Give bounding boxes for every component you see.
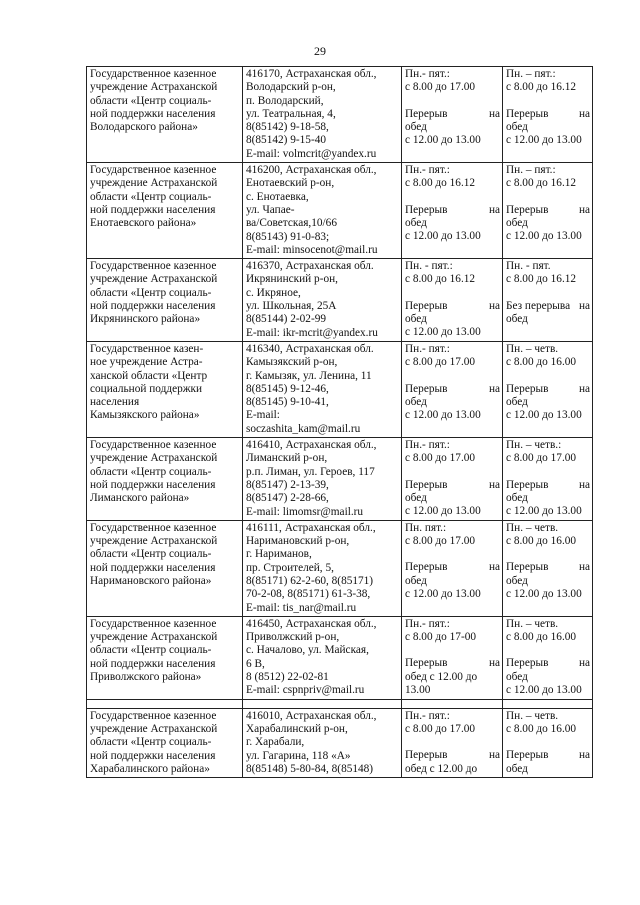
org-line: области «Центр социаль- — [90, 736, 212, 749]
hours-cell — [402, 341, 503, 437]
address-line: ул. Театральная, 4, — [246, 107, 336, 120]
hours-days: Пн. – четв. — [506, 521, 559, 534]
hours-alt-cell — [503, 438, 593, 521]
hours-alt-cell — [503, 163, 593, 259]
address-line: Приволжский р-он, — [246, 631, 340, 644]
address-line: 8 (8512) 22-02-81 — [246, 671, 329, 684]
spacer — [405, 95, 500, 108]
org-line: Наримановского района» — [90, 574, 212, 587]
lunch-on: на — [578, 561, 590, 574]
lunch-on: на — [578, 299, 590, 312]
org-cell — [87, 708, 243, 777]
org-cell — [87, 67, 243, 163]
lunch-time: с 12.00 до 13.00 — [506, 587, 582, 600]
lunch-time: 13.00 — [405, 684, 431, 697]
lunch-row — [405, 479, 500, 492]
hours-time: с 8.00 до 17-00 — [405, 631, 477, 644]
lunch-time: с 12.00 до 13.00 — [405, 505, 481, 518]
lunch-word: Перерыв — [506, 561, 549, 574]
org-line: ной поддержки населения — [90, 657, 216, 670]
lunch-row — [506, 204, 590, 217]
spacer — [506, 736, 590, 749]
hours-cell — [402, 67, 503, 163]
hours-cell — [402, 708, 503, 777]
hours-alt-cell — [503, 341, 593, 437]
spacer — [506, 370, 590, 383]
org-line: ной поддержки населения — [90, 478, 216, 491]
lunch-row — [405, 749, 500, 762]
org-line: Икрянинского района» — [90, 313, 201, 326]
hours-time: с 8.00 до 17.00 — [405, 452, 476, 465]
org-line: области «Центр социаль- — [90, 94, 212, 107]
lunch-word: Без перерыва — [506, 299, 571, 312]
spacer — [506, 548, 590, 561]
lunch-on: на — [488, 299, 500, 312]
address-line: 416170, Астраханская обл., — [246, 68, 377, 80]
address-line: Икрянинский р-он, — [246, 273, 338, 286]
spacer — [405, 466, 500, 479]
lunch-time: с 12.00 до 13.00 — [405, 326, 481, 339]
address-line: г. Нариманов, — [246, 548, 312, 561]
table-row — [87, 438, 593, 521]
hours-alt-cell — [503, 67, 593, 163]
hours-days: Пн.- пят.: — [405, 439, 450, 452]
org-line: ной поддержки населения — [90, 203, 216, 216]
address-line: Лиманский р-он, — [246, 452, 328, 465]
spacer — [405, 370, 500, 383]
address-line: 8(85145) 9-10-41, — [246, 396, 329, 409]
hours-days: Пн.- пят.: — [405, 164, 450, 177]
org-line: ной поддержки населения — [90, 561, 216, 574]
gap-cell — [402, 699, 503, 708]
address-line: 8(85144) 2-02-99 — [246, 313, 327, 326]
lunch-label: обед — [506, 120, 528, 133]
hours-time: с 8.00 до 16.12 — [506, 81, 577, 94]
org-line: ное учреждение Астра- — [90, 356, 203, 369]
org-line: социальной поддержки — [90, 382, 203, 395]
address-line: 8(85143) 91-0-83; — [246, 230, 330, 243]
address-line: ул. Чапае- — [246, 203, 295, 216]
lunch-row — [506, 657, 590, 670]
address-line: 8(85171) 62-2-60, 8(85171) — [246, 574, 374, 587]
hours-cell — [402, 616, 503, 699]
hours-days: Пн.- пят.: — [405, 617, 450, 630]
hours-time: с 8.00 до 17.00 — [405, 356, 476, 369]
table-row — [87, 708, 593, 777]
spacer — [506, 191, 590, 204]
hours-time: с 8.00 до 16.12 — [405, 177, 476, 190]
hours-time: с 8.00 до 16.12 — [506, 177, 577, 190]
hours-time: с 8.00 до 17.00 — [506, 452, 577, 465]
lunch-word: Перерыв — [405, 561, 448, 574]
org-line: ханской области «Центр — [90, 369, 208, 382]
lunch-word: Перерыв — [506, 382, 549, 395]
org-cell — [87, 520, 243, 616]
org-line: Енотаевского района» — [90, 217, 197, 230]
hours-days: Пн. – четв. — [506, 617, 559, 630]
lunch-on: на — [578, 107, 590, 120]
hours-cell — [402, 438, 503, 521]
address-line: 8(85145) 9-12-46, — [246, 382, 329, 395]
hours-alt-cell — [503, 520, 593, 616]
lunch-label: обед — [506, 313, 528, 326]
lunch-word: Перерыв — [506, 478, 549, 491]
lunch-row — [506, 383, 590, 396]
hours-days: Пн. – четв. — [506, 342, 559, 355]
hours-time: с 8.00 до 17.00 — [405, 722, 476, 735]
org-line: Лиманского района» — [90, 492, 190, 505]
address-line: 8(85142) 9-18-58, — [246, 121, 329, 134]
table-row — [87, 67, 593, 163]
address-line: E-mail: minsocenot@mail.ru — [246, 243, 378, 256]
org-line: ной поддержки населения — [90, 300, 216, 313]
hours-time: с 8.00 до 16.00 — [506, 631, 577, 644]
org-line: области «Центр социаль- — [90, 548, 212, 561]
lunch-word: Перерыв — [405, 657, 448, 670]
table-row — [87, 616, 593, 699]
gap-cell — [87, 699, 243, 708]
lunch-on: на — [578, 657, 590, 670]
org-line: Государственное казенное — [90, 439, 217, 452]
lunch-on: на — [488, 478, 500, 491]
hours-time: с 8.00 до 16.00 — [506, 722, 577, 735]
hours-time: с 8.00 до 17.00 — [405, 535, 476, 548]
lunch-on: на — [488, 561, 500, 574]
org-line: учреждение Астраханской — [90, 81, 218, 94]
org-line: Камызякского района» — [90, 409, 200, 422]
hours-days: Пн. – четв.: — [506, 439, 562, 452]
address-line: пр. Строителей, 5, — [246, 561, 334, 574]
lunch-time: с 12.00 до 13.00 — [405, 134, 481, 147]
lunch-on: на — [578, 478, 590, 491]
spacer — [405, 191, 500, 204]
spacer — [506, 466, 590, 479]
org-line: учреждение Астраханской — [90, 452, 218, 465]
hours-days: Пн. пят.: — [405, 521, 447, 534]
spacer — [405, 548, 500, 561]
org-line: учреждение Астраханской — [90, 177, 218, 190]
address-line: с. Енотаевка, — [246, 190, 309, 203]
address-line: 416010, Астраханская обл., — [246, 709, 377, 722]
lunch-row — [405, 300, 500, 313]
org-line: Государственное казенное — [90, 260, 217, 273]
address-line: Камызякский р-он, — [246, 356, 338, 369]
lunch-on: на — [488, 203, 500, 216]
org-line: населения — [90, 396, 140, 409]
org-line: Государственное казенное — [90, 709, 217, 722]
address-line: 8(85147) 2-28-66, — [246, 492, 329, 505]
hours-time: с 8.00 до 16.00 — [506, 356, 577, 369]
lunch-on: на — [578, 382, 590, 395]
hours-time: с 8.00 до 16.00 — [506, 535, 577, 548]
spacer — [405, 287, 500, 300]
hours-time: с 8.00 до 16.12 — [506, 273, 577, 286]
lunch-label: обед — [405, 491, 427, 504]
lunch-on: на — [488, 382, 500, 395]
address-line: soczashita_kam@mail.ru — [246, 422, 361, 435]
hours-cell — [402, 259, 503, 342]
row-gap — [87, 699, 593, 708]
address-line: 8(85147) 2-13-39, — [246, 478, 329, 491]
address-line: Харабалинский р-он, — [246, 722, 348, 735]
lunch-word: Перерыв — [506, 749, 549, 762]
org-line: Володарского района» — [90, 121, 198, 134]
lunch-row — [405, 383, 500, 396]
lunch-label: обед с 12.00 до — [405, 762, 478, 775]
org-line: области «Центр социаль- — [90, 190, 212, 203]
lunch-row — [405, 561, 500, 574]
address-cell — [243, 341, 402, 437]
hours-alt-cell — [503, 259, 593, 342]
org-cell — [87, 438, 243, 521]
lunch-row — [506, 749, 590, 762]
org-line: ной поддержки населения — [90, 107, 216, 120]
lunch-label: обед с 12.00 до — [405, 670, 478, 683]
lunch-label: обед — [405, 120, 427, 133]
org-line: области «Центр социаль- — [90, 644, 212, 657]
lunch-time: с 12.00 до 13.00 — [405, 230, 481, 243]
hours-time: с 8.00 до 16.12 — [405, 273, 476, 286]
org-line: учреждение Астраханской — [90, 722, 218, 735]
address-line: E-mail: ikr-mcrit@yandex.ru — [246, 326, 378, 339]
table-row — [87, 341, 593, 437]
org-line: области «Центр социаль- — [90, 465, 212, 478]
hours-days: Пн. – пят.: — [506, 68, 556, 80]
address-line: ул. Школьная, 25А — [246, 300, 337, 313]
lunch-word: Перерыв — [405, 478, 448, 491]
org-line: учреждение Астраханской — [90, 535, 218, 548]
org-line: ной поддержки населения — [90, 749, 216, 762]
address-line: 416200, Астраханская обл., — [246, 164, 377, 177]
address-cell — [243, 438, 402, 521]
org-line: области «Центр социаль- — [90, 286, 212, 299]
hours-alt-cell — [503, 708, 593, 777]
address-cell — [243, 616, 402, 699]
address-cell — [243, 520, 402, 616]
lunch-row — [405, 108, 500, 121]
lunch-label: обед — [506, 762, 528, 775]
lunch-label: обед — [506, 670, 528, 683]
address-line: с. Началово, ул. Майская, — [246, 644, 369, 657]
address-line: 70-2-08, 8(85171) 61-3-38, — [246, 588, 371, 601]
org-line: учреждение Астраханской — [90, 273, 218, 286]
lunch-word: Перерыв — [506, 657, 549, 670]
lunch-word: Перерыв — [506, 107, 549, 120]
spacer — [405, 736, 500, 749]
address-line: 6 В, — [246, 657, 265, 670]
org-line: Государственное казен- — [90, 342, 204, 355]
social-centers-table — [86, 66, 593, 778]
lunch-label: обед — [506, 574, 528, 587]
address-line: E-mail: cspnpriv@mail.ru — [246, 684, 365, 697]
hours-days: Пн. - пят.: — [405, 260, 453, 273]
spacer — [506, 287, 590, 300]
lunch-label: обед — [405, 395, 427, 408]
address-line: 416410, Астраханская обл., — [246, 439, 377, 452]
address-line: Енотаевский р-он, — [246, 177, 335, 190]
lunch-time: с 12.00 до 13.00 — [506, 409, 582, 422]
lunch-time: с 12.00 до 13.00 — [506, 230, 582, 243]
table-body — [87, 67, 593, 778]
lunch-row — [405, 204, 500, 217]
lunch-label: обед — [405, 574, 427, 587]
lunch-time: с 12.00 до 13.00 — [405, 587, 481, 600]
hours-days: Пн. – пят.: — [506, 164, 556, 177]
lunch-time: с 12.00 до 13.00 — [405, 409, 481, 422]
lunch-time: с 12.00 до 13.00 — [506, 134, 582, 147]
address-cell — [243, 163, 402, 259]
hours-days: Пн.- пят.: — [405, 68, 450, 80]
lunch-on: на — [488, 107, 500, 120]
org-cell — [87, 259, 243, 342]
address-line: ва/Советская,10/66 — [246, 217, 337, 230]
lunch-word: Перерыв — [405, 107, 448, 120]
table-row — [87, 163, 593, 259]
org-line: учреждение Астраханской — [90, 631, 218, 644]
hours-alt-cell — [503, 616, 593, 699]
address-line: E-mail: volmcrit@yandex.ru — [246, 147, 377, 160]
lunch-row — [506, 479, 590, 492]
lunch-word: Перерыв — [405, 749, 448, 762]
address-line: г. Харабали, — [246, 736, 305, 749]
address-line: E-mail: limomsr@mail.ru — [246, 505, 364, 518]
lunch-label: обед — [405, 313, 427, 326]
address-line: г. Камызяк, ул. Ленина, 11 — [246, 369, 372, 382]
address-line: 416450, Астраханская обл., — [246, 617, 377, 630]
hours-days: Пн.- пят.: — [405, 342, 450, 355]
lunch-row — [506, 300, 590, 313]
hours-cell — [402, 163, 503, 259]
org-line: Государственное казенное — [90, 164, 217, 177]
hours-time: с 8.00 до 17.00 — [405, 81, 476, 94]
address-line: с. Икряное, — [246, 286, 301, 299]
lunch-label: обед — [506, 216, 528, 229]
address-line: Наримановский р-он, — [246, 535, 350, 548]
address-line: ул. Гагарина, 118 «А» — [246, 749, 351, 762]
hours-days: Пн. - пят. — [506, 260, 551, 273]
gap-cell — [503, 699, 593, 708]
spacer — [506, 644, 590, 657]
address-line: Володарский р-он, — [246, 81, 336, 94]
lunch-word: Перерыв — [405, 382, 448, 395]
hours-days: Пн. – четв. — [506, 709, 559, 722]
org-cell — [87, 163, 243, 259]
lunch-on: на — [578, 203, 590, 216]
org-line: Государственное казенное — [90, 617, 217, 630]
address-line: E-mail: — [246, 409, 280, 422]
lunch-on: на — [488, 749, 500, 762]
lunch-label: обед — [506, 491, 528, 504]
org-cell — [87, 616, 243, 699]
org-line: Харабалинского района» — [90, 762, 210, 775]
hours-days: Пн.- пят.: — [405, 709, 450, 722]
spacer — [506, 95, 590, 108]
lunch-time: с 12.00 до 13.00 — [506, 684, 582, 697]
lunch-label: обед — [405, 216, 427, 229]
lunch-row — [405, 657, 500, 670]
org-cell — [87, 341, 243, 437]
address-cell — [243, 708, 402, 777]
address-line: E-mail: tis_nar@mail.ru — [246, 601, 357, 614]
address-cell — [243, 259, 402, 342]
org-line: Государственное казенное — [90, 68, 217, 80]
lunch-word: Перерыв — [405, 299, 448, 312]
table-row — [87, 520, 593, 616]
lunch-on: на — [488, 657, 500, 670]
lunch-label: обед — [506, 395, 528, 408]
table-row — [87, 259, 593, 342]
page-number: 29 — [314, 44, 326, 58]
org-line: Приволжского района» — [90, 671, 202, 684]
address-line: 8(85142) 9-15-40 — [246, 134, 327, 147]
spacer — [405, 644, 500, 657]
lunch-row — [506, 561, 590, 574]
address-line: 416340, Астраханская обл. — [246, 342, 374, 355]
address-line: 416370, Астраханская обл. — [246, 260, 374, 273]
lunch-on: на — [578, 749, 590, 762]
lunch-word: Перерыв — [405, 203, 448, 216]
hours-cell — [402, 520, 503, 616]
address-line: п. Володарский, — [246, 94, 324, 107]
lunch-time: с 12.00 до 13.00 — [506, 505, 582, 518]
address-cell — [243, 67, 402, 163]
gap-cell — [243, 699, 402, 708]
address-line: 416111, Астраханская обл., — [246, 521, 376, 534]
lunch-row — [506, 108, 590, 121]
lunch-word: Перерыв — [506, 203, 549, 216]
address-line: 8(85148) 5-80-84, 8(85148) — [246, 762, 374, 775]
org-line: Государственное казенное — [90, 521, 217, 534]
address-line: р.п. Лиман, ул. Героев, 117 — [246, 465, 375, 478]
